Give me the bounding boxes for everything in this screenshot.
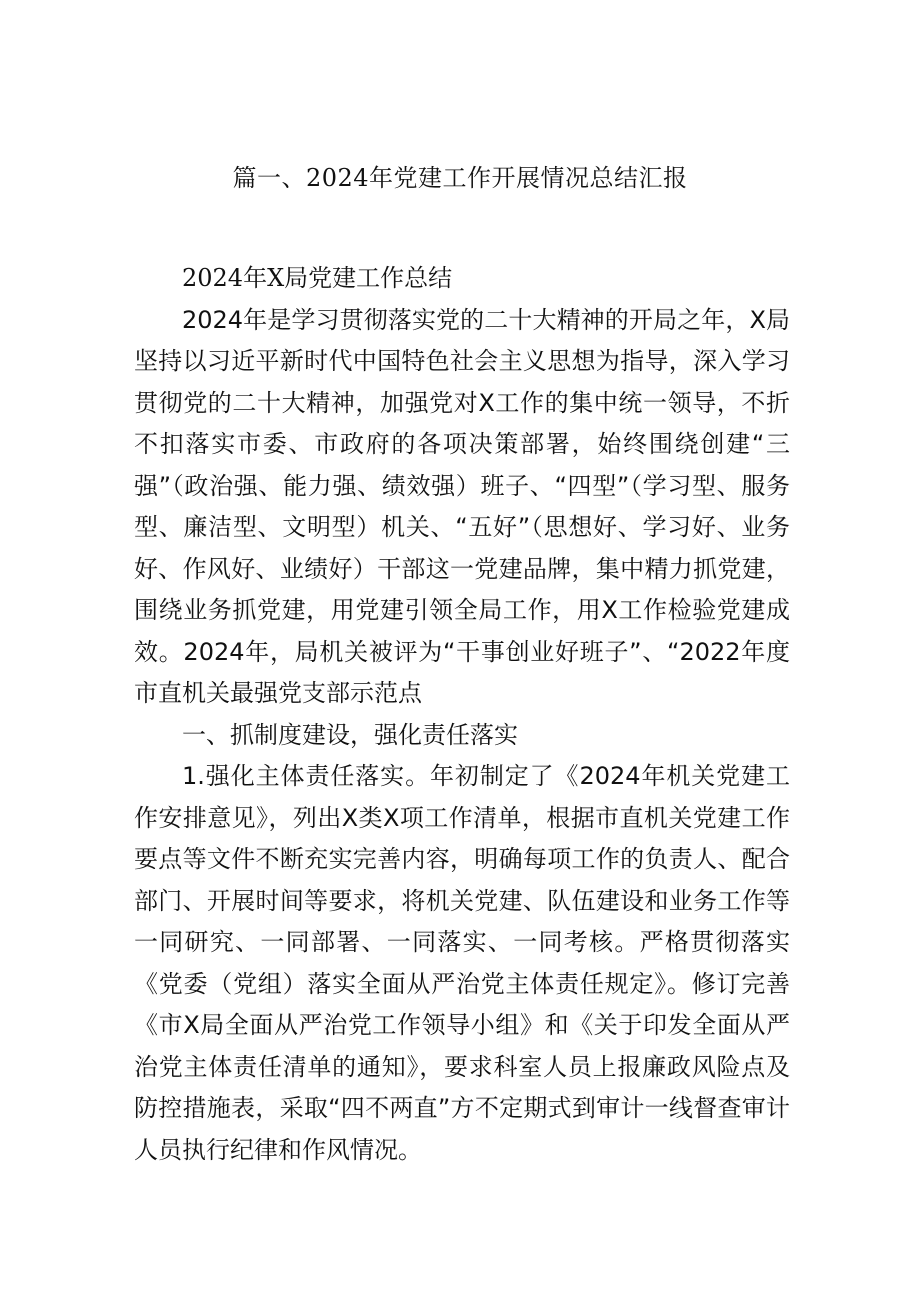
document-title: 篇一、2024年党建工作开展情况总结汇报 xyxy=(232,164,688,192)
section-heading: 一、抓制度建设，强化责任落实 xyxy=(182,720,518,749)
paragraph-intro: 2024年是学习贯彻落实党的二十大精神的开局之年，X局坚持以习近平新时代中国特色社会主义思想为指导，深入学习贯彻党的二十大精神，加强党对X工作的集中统一领导，不折不扣落实市委、市政府的各项决策部署，始终围绕创建“三强”（政治强、能力强、绩效强）班子、“四型”（学习型、服务型、廉洁型、文明型）机关、“五好”（思想好、学习好、业务好、作风好、业绩好）干部这一党建品牌，集中精力抓党建，围绕业务抓党建，用党建引领全局工作，用X工作检验党建成效。2024年，局机关被评为“干事创业好班子”、“2022年度市直机关最强党支部示范点 xyxy=(134,305,790,707)
document-body xyxy=(134,258,790,1171)
document-subtitle: 2024年X局党建工作总结 xyxy=(182,264,453,292)
paragraph-section-1-item-1: 1.强化主体责任落实。年初制定了《2024年机关党建工作安排意见》，列出X类X项工作清单，根据市直机关党建工作要点等文件不断充实完善内容，明确每项工作的负责人、配合部门、开展时间等要求，将机关党建、队伍建设和业务工作等一同研究、一同部署、一同落实、一同考核。严格贯彻落实《党委（党组）落实全面从严治党主体责任规定》。修订完善《市X局全面从严治党工作领导小组》和《关于印发全面从严治党主体责任清单的通知》，要求科室人员上报廉政风险点及防控措施表，采取“四不两直”方不定期式到审计一线督查审计人员执行纪律和作风情况。 xyxy=(134,762,790,1164)
